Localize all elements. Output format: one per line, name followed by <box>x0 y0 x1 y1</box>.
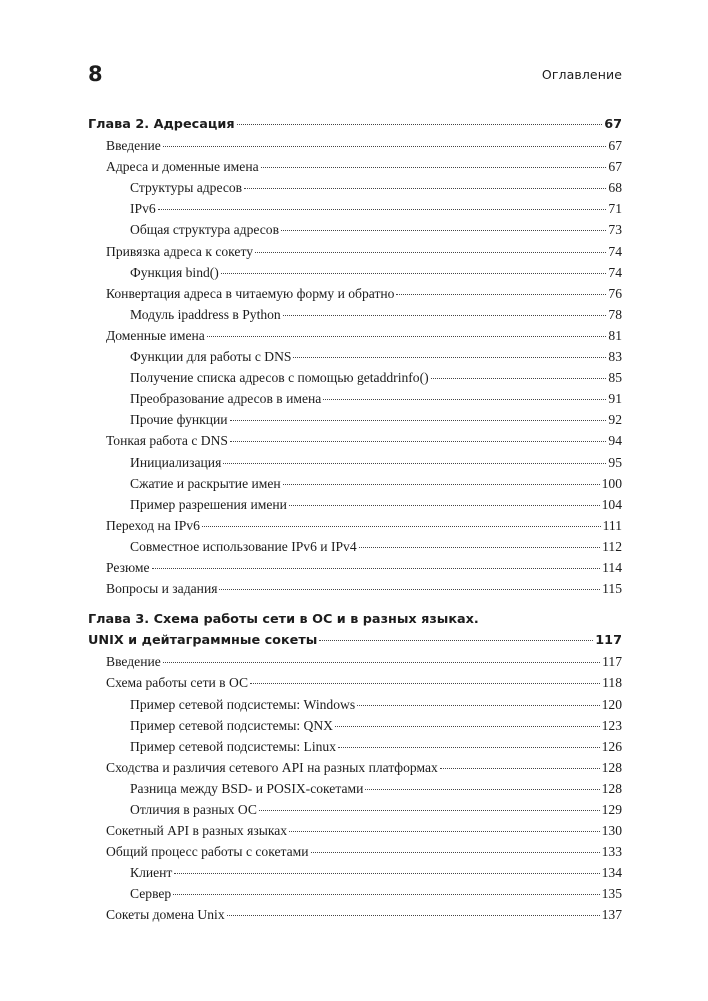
toc-entry-label: Модуль ipaddress в Python <box>130 306 281 322</box>
toc-entry-label: Функции для работы с DNS <box>130 349 292 365</box>
dot-leader <box>283 315 607 316</box>
dot-leader <box>261 167 607 168</box>
toc-entry-label: Сжатие и раскрытие имен <box>130 475 281 491</box>
toc-chapter-title[interactable] <box>88 630 622 651</box>
toc-entry[interactable] <box>88 651 622 672</box>
toc-entry[interactable] <box>88 325 622 346</box>
dot-leader <box>311 852 600 853</box>
toc-entry[interactable] <box>88 841 622 862</box>
toc-entry[interactable] <box>88 799 622 820</box>
toc-entry-page: 74 <box>608 264 622 280</box>
dot-leader <box>283 484 600 485</box>
dot-leader <box>237 124 603 125</box>
toc-entry-page: 133 <box>601 844 622 860</box>
toc-entry-page: 85 <box>608 370 622 386</box>
toc-entry-page: 118 <box>602 675 622 691</box>
toc-entry[interactable] <box>88 536 622 557</box>
toc-entry[interactable] <box>88 515 622 536</box>
toc-entry-page: 128 <box>601 759 622 775</box>
dot-leader <box>207 336 607 337</box>
toc-entry[interactable] <box>88 283 622 304</box>
toc-chapter-title-line[interactable]: Глава 3. Схема работы сети в ОС и в разных языках. <box>88 612 479 628</box>
toc-entry-label: Структуры адресов <box>130 180 243 196</box>
toc-entry-page: 120 <box>601 696 622 712</box>
toc-entry-page: 115 <box>602 581 622 597</box>
toc-entry-page: 73 <box>608 222 622 238</box>
dot-leader <box>163 146 607 147</box>
toc-entry-label: Введение <box>106 654 161 670</box>
toc-entry-label: Резюме <box>106 559 150 575</box>
toc-entry-page: 95 <box>608 454 622 470</box>
dot-leader <box>230 441 606 442</box>
dot-leader <box>250 683 600 684</box>
toc-entry[interactable] <box>88 494 622 515</box>
dot-leader <box>259 810 600 811</box>
toc-entry-label: Сокеты домена Unix <box>106 907 225 923</box>
page-number: 8 <box>88 62 103 86</box>
toc-entry-page: 135 <box>601 886 622 902</box>
toc-entry[interactable] <box>88 430 622 451</box>
toc-entry-page: 92 <box>608 412 622 428</box>
toc-entry[interactable] <box>88 409 622 430</box>
toc-entry-page: 67 <box>608 138 622 154</box>
toc-entry-label: Адреса и доменные имена <box>106 159 259 175</box>
toc-entry-label: Переход на IPv6 <box>106 517 200 533</box>
dot-leader <box>440 768 600 769</box>
toc-entry-label: Общий процесс работы с сокетами <box>106 844 309 860</box>
toc-entry-page: 68 <box>608 180 622 196</box>
toc-entry-label: Прочие функции <box>130 412 228 428</box>
dot-leader <box>163 662 600 663</box>
toc-entry-label: Преобразование адресов в имена <box>130 391 322 407</box>
toc-entry-page: 104 <box>601 496 622 512</box>
toc-entry-page: 111 <box>602 517 622 533</box>
toc-entry-page: 114 <box>602 559 622 575</box>
toc-entry[interactable] <box>88 578 622 599</box>
toc-entry-label: Введение <box>106 138 161 154</box>
toc-entry-label: Схема работы сети в ОС <box>106 675 249 691</box>
dot-leader <box>359 547 600 548</box>
toc-chapter-3 <box>88 609 622 925</box>
dot-leader <box>202 526 601 527</box>
toc-entry-page: 94 <box>608 433 622 449</box>
dot-leader <box>152 568 601 569</box>
toc-entry-page: 117 <box>602 654 622 670</box>
toc-entry-page: 126 <box>601 738 622 754</box>
dot-leader <box>319 640 593 641</box>
toc-entry-label: Клиент <box>130 865 173 881</box>
dot-leader <box>223 463 606 464</box>
toc-entry[interactable] <box>88 135 622 156</box>
toc-entry-label: Сервер <box>130 886 172 902</box>
dot-leader <box>227 915 600 916</box>
toc-entry-page: 129 <box>601 802 622 817</box>
toc-entry-label: Привязка адреса к сокету <box>106 243 254 259</box>
toc-entry[interactable] <box>88 736 622 757</box>
toc-entry[interactable] <box>88 452 622 473</box>
toc-entry-label: UNIX и дейтаграммные сокеты <box>88 633 318 649</box>
toc-entry-page: 117 <box>595 633 622 649</box>
toc-chapter-2 <box>88 114 622 599</box>
toc-entry-list <box>88 651 622 925</box>
toc-entry-page: 76 <box>608 285 622 301</box>
toc-entry-label: Сходства и различия сетевого API на разных платформах <box>106 759 438 775</box>
toc-entry-page: 134 <box>601 865 622 881</box>
toc-chapter-title[interactable] <box>88 114 622 135</box>
toc-entry-label: Вопросы и задания <box>106 581 218 597</box>
toc-entry-label: Доменные имена <box>106 327 205 343</box>
dot-leader <box>244 188 606 189</box>
toc-entry-page: 71 <box>608 201 622 217</box>
toc-entry[interactable] <box>88 367 622 388</box>
dot-leader <box>281 230 606 231</box>
toc-entry[interactable] <box>88 219 622 240</box>
toc-entry-label: Глава 2. Адресация <box>88 117 235 132</box>
toc-entry-label: Пример сетевой подсистемы: Linux <box>130 738 337 754</box>
toc-entry-page: 67 <box>608 159 622 175</box>
toc-entry-page: 128 <box>601 780 622 796</box>
toc-entry[interactable] <box>88 304 622 325</box>
toc-entry-label: Пример сетевой подсистемы: QNX <box>130 717 333 733</box>
toc-entry[interactable] <box>88 388 622 409</box>
toc-entry[interactable] <box>88 156 622 177</box>
dot-leader <box>219 589 600 590</box>
toc-entry-label: Получение списка адресов с помощью getaddrinfo() <box>130 370 429 386</box>
toc-entry-label: Функция bind() <box>130 264 219 280</box>
dot-leader <box>323 399 606 400</box>
toc-entry-page: 137 <box>601 907 622 923</box>
table-of-contents <box>88 114 622 936</box>
toc-entry-label: Отличия в разных ОС <box>130 802 257 817</box>
dot-leader <box>289 831 600 832</box>
toc-entry-page: 67 <box>604 117 622 132</box>
dot-leader <box>338 747 600 748</box>
toc-entry-label: IPv6 <box>130 201 156 217</box>
toc-entry[interactable] <box>88 883 622 904</box>
page-header <box>88 60 622 92</box>
dot-leader <box>365 789 599 790</box>
dot-leader <box>396 294 606 295</box>
toc-entry[interactable] <box>88 715 622 736</box>
dot-leader <box>293 357 606 358</box>
toc-entry-label: Общая структура адресов <box>130 222 280 238</box>
running-title: Оглавление <box>541 67 622 82</box>
toc-entry-label: Пример разрешения имени <box>130 496 287 512</box>
toc-entry[interactable] <box>88 241 622 262</box>
dot-leader <box>230 420 607 421</box>
toc-entry[interactable] <box>88 473 622 494</box>
toc-entry-label: Инициализация <box>130 454 222 470</box>
toc-entry[interactable] <box>88 694 622 715</box>
toc-entry[interactable] <box>88 904 622 925</box>
toc-entry-label: Тонкая работа с DNS <box>106 433 228 449</box>
toc-entry-label: Совместное использование IPv6 и IPv4 <box>130 538 357 554</box>
dot-leader <box>357 705 600 706</box>
toc-entry[interactable] <box>88 177 622 198</box>
toc-entry-page: 83 <box>608 349 622 365</box>
toc-entry[interactable] <box>88 862 622 883</box>
dot-leader <box>173 894 599 895</box>
toc-entry-page: 130 <box>601 823 622 839</box>
toc-entry-page: 81 <box>608 327 622 343</box>
toc-entry[interactable] <box>88 346 622 367</box>
toc-entry-page: 74 <box>608 243 622 259</box>
toc-entry[interactable] <box>88 262 622 283</box>
dot-leader <box>289 505 600 506</box>
toc-entry[interactable] <box>88 198 622 219</box>
dot-leader <box>255 252 606 253</box>
toc-entry[interactable] <box>88 820 622 841</box>
dot-leader <box>158 209 607 210</box>
toc-entry-label: Пример сетевой подсистемы: Windows <box>130 696 356 712</box>
dot-leader <box>174 873 599 874</box>
dot-leader <box>221 273 607 274</box>
dot-leader <box>335 726 600 727</box>
dot-leader <box>431 378 607 379</box>
toc-entry-page: 123 <box>601 717 622 733</box>
toc-entry[interactable] <box>88 557 622 578</box>
toc-entry[interactable] <box>88 672 622 693</box>
toc-entry-label: Сокетный API в разных языках <box>106 823 288 839</box>
toc-entry-page: 78 <box>608 306 622 322</box>
toc-entry-page: 91 <box>608 391 622 407</box>
toc-entry-list <box>88 135 622 599</box>
toc-entry-page: 100 <box>601 475 622 491</box>
toc-entry-label: Конвертация адреса в читаемую форму и обратно <box>106 285 395 301</box>
toc-entry-page: 112 <box>602 538 622 554</box>
toc-entry[interactable] <box>88 778 622 799</box>
toc-entry[interactable] <box>88 757 622 778</box>
toc-entry-label: Разница между BSD- и POSIX-сокетами <box>130 780 364 796</box>
